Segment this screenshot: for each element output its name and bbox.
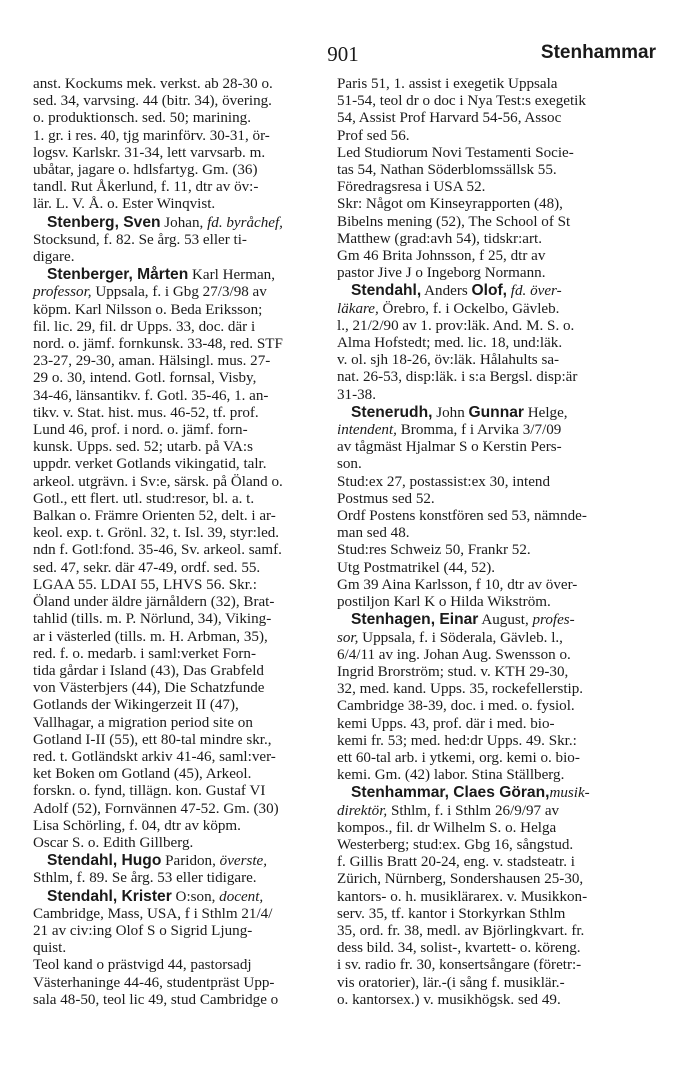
- entry-line: sala 48-50, teol lic 49, stud Cambridge o: [33, 991, 279, 1008]
- entry-head-line: [33, 852, 329, 870]
- entry-line: ubåtar, jagare o. hdlsfartyg. Gm. (36): [33, 162, 258, 179]
- entry-line: Gm 46 Brita Johnsson, f 25, dtr av: [337, 248, 546, 265]
- entry-line: tida gårdar i Island (43), Das Grabfeld: [33, 662, 264, 679]
- entry-line: Ingrid Brorström; stud. v. KTH 29-30,: [337, 663, 569, 680]
- entry-line: Led Studiorum Novi Testamenti Socie-: [337, 144, 574, 161]
- entry-line: kemi fr. 53; med. hed:dr Upps. 49. Skr.:: [337, 732, 577, 749]
- entry-line: kemi Upps. 43, prof. där i med. bio-: [337, 715, 555, 732]
- entry-line: von Västerbjers (44), Die Schatzfunde: [33, 680, 265, 697]
- entry-line: dess bild. 34, solist-, kvartett- o. köreng.: [337, 940, 581, 957]
- entry-given-names: Anders: [421, 283, 472, 300]
- entry-name: Stenerudh,: [351, 403, 433, 421]
- entry-title: läkare,: [337, 300, 379, 317]
- entry-line: Stocksund, f. 82. Se årg. 53 eller ti-: [33, 231, 247, 248]
- entry-title: sor,: [337, 629, 359, 646]
- entry-head-line: [337, 784, 633, 802]
- entry-title: musik-: [549, 785, 590, 802]
- entry-line: lär. L. V. Å. o. Ester Winqvist.: [33, 196, 216, 213]
- entry-line: kemi. Gm. (42) labor. Stina Ställberg.: [337, 767, 565, 784]
- entry-line: arkeol. utgrävn. i Sv:e, särsk. på Öland o.: [33, 473, 283, 490]
- entry-title: överste,: [219, 853, 268, 870]
- entry-line: 6/4/11 av ing. Johan Aug. Swensson o.: [337, 646, 571, 663]
- entry-title: professor,: [33, 284, 92, 301]
- entry-line: Cambridge, Mass, USA, f i Sthlm 21/4/: [33, 905, 273, 922]
- entry-line: Bibelns mening (52), The School of St: [337, 213, 571, 230]
- entry-line: 21 av civ:ing Olof S o Sigrid Ljung-: [33, 922, 253, 939]
- entry-given-names: Helge,: [523, 404, 568, 421]
- entry-given-names: Karl Herman,: [188, 267, 276, 284]
- entry-text: Uppsala, f. i Gbg 27/3/98 av: [91, 284, 267, 301]
- entry-line: tikv. v. Stat. hist. mus. 46-52, tf. prof.: [33, 404, 259, 421]
- entry-head-line: [33, 266, 329, 284]
- entry-line: son.: [337, 456, 362, 473]
- entry-line: Vallhagar, a migration period site on: [33, 714, 253, 731]
- entry-line: Teol kand o prästvigd 44, pastorsadj: [33, 957, 252, 974]
- entry-line: nat. 26-53, disp:läk. i s:a Bergsl. disp:är: [337, 369, 578, 386]
- entry-line: o. produktionsch. sed. 50; marining.: [33, 110, 251, 127]
- entry-given-names: August,: [478, 612, 533, 629]
- entry-line: sed. 34, varvsing. 44 (bitr. 34), övering.: [33, 93, 272, 110]
- entry-line: Paris 51, 1. assist i exegetik Uppsala: [337, 76, 558, 92]
- entry-line: fil. lic. 29, fil. dr Upps. 33, doc. där i: [33, 318, 256, 335]
- entry-line: keol. exp. t. Grönl. 32, t. Isl. 39, styr:led.: [33, 525, 280, 542]
- entry-line: l., 21/2/90 av 1. prov:läk. And. M. S. o.: [337, 317, 575, 334]
- entry-line: Adolf (52), Fornvännen 47-52. Gm. (30): [33, 800, 279, 817]
- entry-line: kompos., fil. dr Wilhelm S. o. Helga: [337, 819, 557, 836]
- entry-line: 32, med. kand. Upps. 35, rockefellerstip.: [337, 681, 584, 698]
- entry-given-names: Paridon,: [161, 853, 220, 870]
- entry-line: Prof sed 56.: [337, 127, 410, 144]
- entry-title: profes-: [532, 612, 575, 629]
- entry-text: Bromma, f i Arvika 3/7/09: [396, 422, 562, 439]
- entry-line: tas 54, Nathan Söderblomssällsk 55.: [337, 162, 557, 179]
- entry-line: av tågmäst Hjalmar S o Kerstin Pers-: [337, 439, 562, 456]
- entry-line: ar i västerled (tills. m. H. Arbman, 35),: [33, 628, 268, 645]
- entry-line: ndn f. Gotl:fond. 35-46, Sv. arkeol. samf.: [33, 542, 282, 559]
- entry-line: 54, Assist Prof Harvard 54-56, Assoc: [337, 110, 562, 127]
- biography-entry: [337, 784, 633, 1009]
- entry-text: Örebro, f. i Ockelbo, Gävleb.: [378, 300, 560, 317]
- entry-line: Alma Hofstedt; med. lic. 18, und:läk.: [337, 335, 563, 352]
- entry-given-names: Johan,: [160, 214, 208, 231]
- entry-line: Balkan o. Främre Orienten 52, delt. i ar-: [33, 508, 276, 525]
- entry-line: Skr: Något om Kinseyrapporten (48),: [337, 196, 563, 213]
- entry-name-emphasis: Gunnar: [468, 403, 524, 421]
- entry-line: red. f. o. medarb. i saml:verket Forn-: [33, 645, 256, 662]
- biography-entry: [337, 611, 633, 784]
- biography-entry: [337, 282, 633, 403]
- entry-line: Öland under äldre järnåldern (32), Brat-: [33, 594, 275, 611]
- entry-line: Ordf Postens konstfören sed 53, nämnde-: [337, 508, 587, 525]
- entry-line: Matthew (grad:avh 54), tidskr:art.: [337, 230, 542, 247]
- entry-line: quist.: [33, 940, 67, 957]
- entry-line: sed. 47, sekr. där 47-49, ordf. sed. 55.: [33, 559, 261, 576]
- entry-line: ket Boken om Gotland (45), Arkeol.: [33, 766, 252, 783]
- entry-head-line: [337, 404, 633, 422]
- entry-line: anst. Kockums mek. verkst. ab 28-30 o.: [33, 76, 273, 92]
- entry-line: Postmus sed 52.: [337, 490, 435, 507]
- entry-line: [337, 422, 633, 439]
- entry-line: köpm. Karl Nilsson o. Beda Eriksson;: [33, 301, 263, 318]
- entry-title: fd. över-: [507, 283, 562, 300]
- entry-line: Gotland I-II (55), ett 80-tal mindre skr.,: [33, 731, 272, 748]
- entry-line: digare.: [33, 249, 75, 266]
- entry-line: 31-38.: [337, 386, 376, 403]
- entry-line: 51-54, teol dr o doc i Nya Test:s exegetik: [337, 93, 586, 110]
- entry-line: Zürich, Nürnberg, Sondershausen 25-30,: [337, 871, 584, 888]
- left-column: [33, 76, 329, 1009]
- entry-line: [33, 284, 329, 301]
- entry-line: Gm 39 Aina Karlsson, f 10, dtr av över-: [337, 576, 578, 593]
- entry-name: Stenhammar, Claes Göran,: [351, 784, 550, 802]
- biography-entry: [33, 888, 329, 1009]
- entry-head-line: [33, 888, 329, 906]
- entry-name: Stendahl,: [351, 282, 422, 300]
- entry-given-names: O:son,: [171, 888, 220, 905]
- entry-line: v. ol. sjh 18-26, öv:läk. Hålahults sa-: [337, 352, 560, 369]
- entry-line: o. kantorsex.) v. musikhögsk. sed 49.: [337, 991, 561, 1008]
- entry-line: logsv. Karlskr. 31-34, lett varvsarb. m.: [33, 144, 266, 161]
- entry-line: 23-27, 29-30, aman. Hälsingl. mus. 27-: [33, 353, 271, 370]
- entry-head-line: [337, 611, 633, 629]
- biography-entry: [33, 852, 329, 887]
- entry-line: man sed 48.: [337, 525, 410, 542]
- entry-line: [337, 301, 633, 318]
- entry-name: Stendahl, Krister: [47, 887, 172, 905]
- entry-line: Föredragsresa i USA 52.: [337, 179, 486, 196]
- entry-line: [337, 803, 633, 820]
- entry-title: intendent,: [337, 422, 397, 439]
- entry-head-line: [33, 214, 329, 232]
- biography-entry: [33, 76, 329, 214]
- entry-line: nord. o. jämf. fornkunsk. 33-48, red. STF: [33, 336, 283, 353]
- entry-line: Utg Postmatrikel (44, 52).: [337, 559, 496, 576]
- entry-name: Stenberg, Sven: [47, 213, 161, 231]
- entry-line: 29 o. 30, intend. Gotl. fornsal, Visby,: [33, 370, 257, 387]
- entry-head-line: [337, 282, 633, 300]
- entry-line: serv. 35, tf. kantor i Storkyrkan Sthlm: [337, 905, 566, 922]
- entry-line: Stud:ex 27, postassist:ex 30, intend: [337, 473, 550, 490]
- entry-line: Cambridge 38-39, doc. i med. o. fysiol.: [337, 698, 575, 715]
- entry-line: uppdr. verket Gotlands vikingatid, talr.: [33, 456, 267, 473]
- entry-line: kantors- o. h. musiklärarex. v. Musikkon-: [337, 888, 588, 905]
- entry-line: postiljon Karl K o Hilda Wikström.: [337, 594, 551, 611]
- biography-entry: [33, 214, 329, 267]
- entry-line: pastor Jive J o Ingeborg Normann.: [337, 265, 546, 282]
- running-head: Stenhammar: [540, 42, 656, 63]
- entry-name: Stenberger, Mårten: [47, 266, 189, 284]
- entry-line: ett 60-tal arb. i ytkemi, org. kemi o. bio-: [337, 749, 580, 766]
- entry-line: Lund 46, prof. i nord. o. jämf. forn-: [33, 422, 248, 439]
- entry-title: docent,: [219, 888, 264, 905]
- entry-line: Lisa Schörling, f. 04, dtr av köpm.: [33, 817, 241, 834]
- biography-entry: [337, 404, 633, 611]
- entry-line: Gotlands der Wikingerzeit II (47),: [33, 697, 239, 714]
- page-number: 901: [327, 42, 359, 66]
- entry-line: vis oratorier), lär.-(i sång f. musiklär.-: [337, 974, 565, 991]
- entry-title: direktör,: [337, 802, 388, 819]
- entry-title: fd. byråchef,: [207, 214, 283, 231]
- entry-line: Västerhaninge 44-46, studentpräst Upp-: [33, 974, 275, 991]
- entry-line: forskn. o. fynd, tillägn. kon. Gustaf VI: [33, 783, 266, 800]
- entry-text: Uppsala, f. i Söderala, Gävleb. l.,: [358, 629, 563, 646]
- biography-entry: [337, 76, 633, 282]
- entry-line: Gotl., ett flert. utl. stud:resor, bl. a. t.: [33, 490, 255, 507]
- biography-entry: [33, 266, 329, 852]
- entry-line: tahlid (tills. m. P. Nörlund, 34), Viking-: [33, 611, 272, 628]
- entry-line: Sthlm, f. 89. Se årg. 53 eller tidigare.: [33, 870, 257, 887]
- right-column: [337, 76, 633, 1009]
- entry-name: Stendahl, Hugo: [47, 852, 162, 870]
- entry-line: Oscar S. o. Edith Gillberg.: [33, 834, 194, 851]
- entry-line: tandl. Rut Åkerlund, f. 11, dtr av öv:-: [33, 179, 259, 196]
- entry-text: Sthlm, f. i Sthlm 26/9/97 av: [387, 802, 560, 819]
- entry-line: kunsk. Upps. sed. 52; utarb. på VA:s: [33, 439, 253, 456]
- entry-line: 34-46, länsantikv. f. Gotl. 35-46, 1. an-: [33, 387, 269, 404]
- entry-name-emphasis: Olof,: [471, 282, 508, 300]
- entry-line: f. Gillis Bratt 20-24, eng. v. stadsteatr. i: [337, 854, 575, 871]
- entry-line: LGAA 55. LDAI 55, LHVS 56. Skr.:: [33, 576, 257, 593]
- entry-name: Stenhagen, Einar: [351, 611, 479, 629]
- entry-line: Westerberg; stud:ex. Gbg 16, sångstud.: [337, 836, 574, 853]
- page-header: [30, 40, 656, 70]
- entry-line: [337, 630, 633, 647]
- entry-line: Stud:res Schweiz 50, Frankr 52.: [337, 542, 531, 559]
- entry-line: i sv. radio fr. 30, konsertsångare (företr:-: [337, 957, 582, 974]
- entry-line: 1. gr. i res. 40, tjg marinförv. 30-31, ör-: [33, 127, 270, 144]
- entry-line: red. t. Gotländskt arkiv 41-46, saml:ver-: [33, 748, 276, 765]
- entry-line: 35, ord. fr. 38, medl. av Björlingkvart. fr.: [337, 922, 585, 939]
- entry-given-names: John: [432, 404, 469, 421]
